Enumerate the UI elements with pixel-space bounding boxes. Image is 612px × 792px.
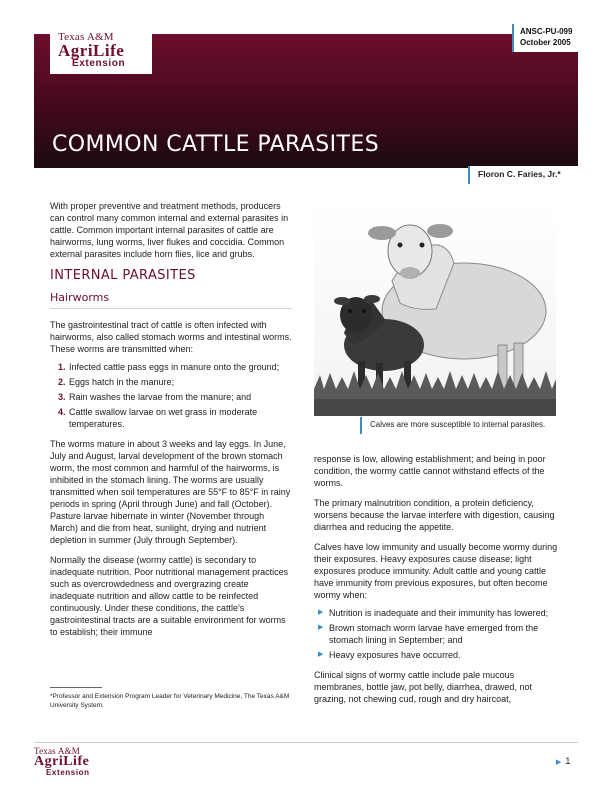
- page-title: COMMON CATTLE PARASITES: [52, 132, 380, 157]
- page-number: [556, 756, 570, 766]
- list-item-text: Infected cattle pass eggs in manure onto the ground;: [69, 362, 280, 372]
- logo-text-extension: Extension: [72, 58, 126, 69]
- list-item-text: Eggs hatch in the manure;: [69, 377, 175, 387]
- list-item: [58, 361, 292, 373]
- bullet-triangle-icon: ▶: [318, 609, 324, 616]
- list-item: [58, 406, 292, 430]
- wormy-conditions-list: [318, 607, 564, 661]
- list-item-text: Rain washes the larvae from the manure; and: [69, 392, 252, 402]
- intro-paragraph: With proper preventive and treatment methods, producers can control many common internal and external parasites in cattle. Common important internal parasites of cattle are hairworms, lung worms, liver flukes and coccidia. Common external parasites include horn flies, lice and grubs.: [50, 201, 289, 259]
- bullet-triangle-icon: ▶: [318, 651, 324, 658]
- maturation-paragraph: The worms mature in about 3 weeks and lay eggs. In June, July and August, larval development of the brown stomach worm, the most common and harmful of the hairworms, is inhibited in the stomach lining. The worms are usually transmitted when soil temperatures are 55°F to 85°F in rainy periods in spring (April through June) and fall (October). Pasture larvae hibernate in winter (November through March) and die from heat, sunlight, drying and nutrient depletion in summer (July through September).: [50, 439, 291, 545]
- disease-paragraph: Normally the disease (wormy cattle) is secondary to inadequate nutrition. Poor nutritional management practices such as overcrowdedness and overgrazing create inadequate nutrition and allow cattle to be reinfected continuously. Under these conditions, the cattle’s gastrointestinal tracts are a suitable environment for worms to establish; their immune: [50, 555, 289, 637]
- left-column: [50, 200, 292, 646]
- hairworms-intro-paragraph: The gastrointestinal tract of cattle is often infected with hairworms, also called stomach worms and intestinal worms. These worms are transmitted when:: [50, 320, 292, 354]
- logo-text-agrilife: AgriLife: [34, 754, 90, 769]
- logo-text-agrilife: AgriLife: [58, 41, 125, 60]
- publication-date: October 2005: [520, 38, 571, 47]
- list-item: [58, 391, 292, 403]
- footer-rule: [34, 742, 578, 743]
- footnote: *Professor and Extension Program Leader for Veterinary Medicine, The Texas A&M University System.: [50, 693, 290, 709]
- list-number: 3.: [58, 392, 66, 402]
- list-item: [318, 649, 564, 661]
- transmission-steps-list: [58, 361, 292, 430]
- list-item-text: Heavy exposures have occurred.: [329, 650, 461, 660]
- list-item: [58, 376, 292, 388]
- list-item-text: Cattle swallow larvae on wet grass in moderate temperatures.: [69, 407, 258, 429]
- list-item-text: Brown stomach worm larvae have emerged from the stomach lining in September; and: [329, 623, 539, 645]
- logo-text-extension: Extension: [46, 768, 90, 777]
- bullet-triangle-icon: ▶: [318, 624, 324, 631]
- photo-caption: Calves are more susceptible to internal parasites.: [360, 417, 560, 434]
- author-byline: Floron C. Faries, Jr.*: [468, 166, 578, 184]
- list-number: 4.: [58, 407, 66, 417]
- clinical-signs-paragraph: Clinical signs of wormy cattle include pale mucous membranes, bottle jaw, pot belly, diarrhea, drawed, not grazing, not chewing cud, rough and dry haircoat,: [314, 670, 532, 704]
- page-arrow-icon: ▶: [556, 759, 562, 766]
- list-number: 2.: [58, 377, 66, 387]
- immunity-paragraph: Calves have low immunity and usually become wormy during their exposures. Heavy exposures cause disease; light exposures produce immunity. Adult cattle and young cattle have immunity from previous exposures, but often become wormy when:: [314, 542, 558, 600]
- logo-text-texas-am: Texas A&M: [58, 31, 114, 43]
- logo-text-texas-am: Texas A&M: [34, 746, 80, 756]
- list-number: 1.: [58, 362, 66, 372]
- right-column: [314, 453, 564, 713]
- publication-code: ANSC-PU-099: [520, 27, 573, 36]
- publication-code-box: [512, 24, 578, 52]
- malnutrition-paragraph: The primary malnutrition condition, a protein deficiency, worsens because the larvae interfere with digestion, causing diarrhea and reducing the appetite.: [314, 498, 555, 532]
- section-heading-internal-parasites: INTERNAL PARASITES: [50, 268, 196, 283]
- subsection-heading-hairworms: Hairworms: [50, 292, 292, 309]
- continued-paragraph: response is low, allowing establishment; and being in poor condition, the wormy cattle cannot withstand effects of the worms.: [314, 454, 546, 488]
- cattle-photo: [314, 203, 556, 416]
- footnote-rule: [50, 687, 102, 688]
- list-item-text: Nutrition is inadequate and their immunity has lowered;: [329, 608, 549, 618]
- footer-agrilife-logo: [34, 746, 124, 778]
- agrilife-logo: [50, 27, 152, 74]
- list-item: [318, 622, 564, 646]
- cow-and-calf-illustration: [314, 203, 556, 416]
- page-number-value: 1: [565, 756, 571, 766]
- list-item: [318, 607, 564, 619]
